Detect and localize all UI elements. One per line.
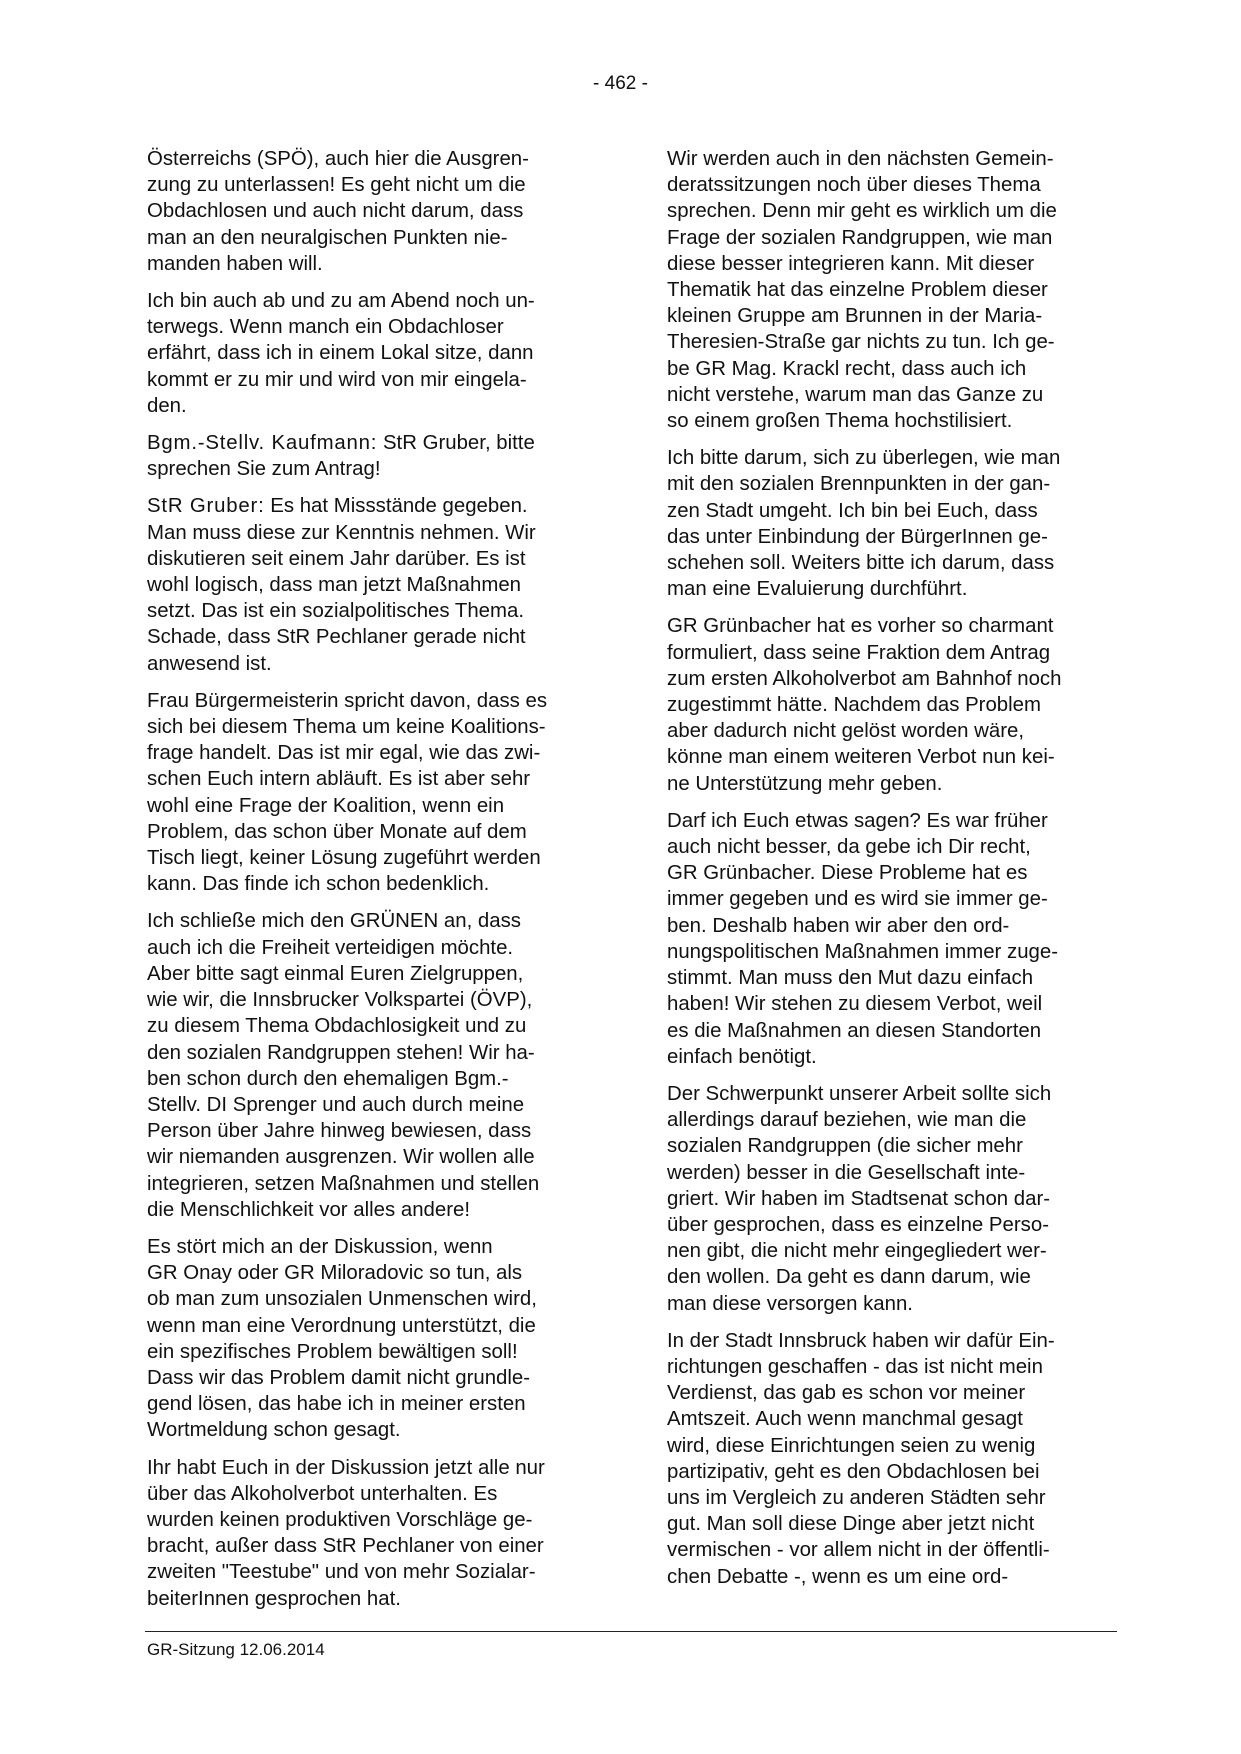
- text-line: [147, 1066, 597, 1092]
- line-text: GR Onay oder GR Miloradovic so tun, als: [147, 1262, 523, 1285]
- text-line: [147, 1171, 597, 1197]
- line-text: sprechen Sie zum Antrag!: [147, 458, 381, 481]
- text-line: [667, 1380, 1119, 1406]
- line-text: ne Unterstützung mehr geben.: [667, 772, 943, 795]
- line-text: allerdings darauf beziehen, wie man die: [667, 1109, 1027, 1132]
- line-text: Wortmeldung schon gesagt.: [147, 1419, 401, 1442]
- text-line: [667, 834, 1119, 860]
- text-line: [147, 520, 597, 546]
- text-line: [667, 1081, 1119, 1107]
- line-text: schehen soll. Weiters bitte ich darum, dass: [667, 552, 1055, 575]
- text-line: [667, 1291, 1119, 1317]
- text-line: [667, 172, 1119, 198]
- text-line: [147, 314, 597, 340]
- line-text: man diese versorgen kann.: [667, 1292, 913, 1315]
- paragraph: [667, 445, 1119, 602]
- line-text: zugestimmt hätte. Nachdem das Problem: [667, 694, 1041, 717]
- line-text: ben. Deshalb haben wir aber den ord-: [667, 914, 1010, 937]
- line-text: aber dadurch nicht gelöst worden wäre,: [667, 720, 1025, 743]
- text-line: [147, 1118, 597, 1144]
- text-line: [147, 1559, 597, 1585]
- paragraph: [147, 288, 597, 419]
- line-text: auch ich die Freiheit verteidigen möchte.: [147, 936, 514, 959]
- line-text: Problem, das schon über Monate auf dem: [147, 820, 527, 843]
- text-line: [667, 939, 1119, 965]
- line-text: wird, diese Einrichtungen seien zu wenig: [667, 1434, 1036, 1457]
- line-text: Ich bitte darum, sich zu überlegen, wie man: [667, 447, 1061, 470]
- text-line: [147, 288, 597, 314]
- line-text: frage handelt. Das ist mir egal, wie das zwi-: [147, 742, 541, 765]
- line-text: integrieren, setzen Maßnahmen und stellen: [147, 1172, 540, 1195]
- text-line: [667, 886, 1119, 912]
- text-line: [147, 1260, 597, 1286]
- line-text: Ihr habt Euch in der Diskussion jetzt alle nur: [147, 1456, 545, 1479]
- line-text: kommt er zu mir und wird von mir eingela-: [147, 368, 527, 391]
- line-text: Person über Jahre hinweg bewiesen, dass: [147, 1120, 532, 1143]
- line-text: Wir werden auch in den nächsten Gemein-: [667, 148, 1054, 170]
- paragraph: [667, 613, 1119, 796]
- line-text: zweiten "Teestube" und von mehr Sozialar-: [147, 1561, 536, 1584]
- text-line: [147, 1533, 597, 1559]
- line-text: werden) besser in die Gesellschaft inte-: [667, 1161, 1026, 1184]
- text-line: [147, 651, 597, 677]
- text-line: [147, 908, 597, 934]
- line-text: so einem großen Thema hochstilisiert.: [667, 410, 1013, 433]
- text-line: [147, 1507, 597, 1533]
- text-line: [667, 382, 1119, 408]
- paragraph: [147, 493, 597, 676]
- line-text: über gesprochen, dass es einzelne Perso-: [667, 1213, 1049, 1236]
- text-line: [667, 771, 1119, 797]
- text-line: [147, 1417, 597, 1443]
- line-text: nicht verstehe, warum man das Ganze zu: [667, 383, 1044, 406]
- text-line: [147, 172, 597, 198]
- text-line: [667, 744, 1119, 770]
- text-line: [147, 1234, 597, 1260]
- text-line: [667, 1511, 1119, 1537]
- text-line: [667, 913, 1119, 939]
- text-line: [147, 1365, 597, 1391]
- text-line: [667, 860, 1119, 886]
- text-line: [147, 987, 597, 1013]
- line-text: sprechen. Denn mir geht es wirklich um die: [667, 200, 1057, 223]
- text-line: [667, 225, 1119, 251]
- line-text: GR Grünbacher. Diese Probleme hat es: [667, 862, 1028, 885]
- text-line: [147, 393, 597, 419]
- line-text: GR Grünbacher hat es vorher so charmant: [667, 615, 1054, 638]
- footer-session-date: GR-Sitzung 12.06.2014: [147, 1640, 325, 1659]
- line-text: über das Alkoholverbot unterhalten. Es: [147, 1482, 498, 1505]
- paragraph: [667, 146, 1119, 434]
- line-text: manden haben will.: [147, 252, 323, 275]
- text-line: [667, 1537, 1119, 1563]
- line-text: den sozialen Randgruppen stehen! Wir ha-: [147, 1041, 535, 1064]
- line-text: sozialen Randgruppen (die sicher mehr: [667, 1135, 1023, 1158]
- line-text: zen Stadt umgeht. Ich bin bei Euch, dass: [667, 499, 1038, 522]
- line-text: kann. Das finde ich schon bedenklich.: [147, 873, 490, 896]
- line-text: Verdienst, das gab es schon vor meiner: [667, 1382, 1026, 1405]
- line-text: Ich schließe mich den GRÜNEN an, dass: [147, 910, 521, 933]
- text-line: [147, 766, 597, 792]
- text-line: [667, 1107, 1119, 1133]
- text-line: [147, 598, 597, 624]
- text-line: [667, 251, 1119, 277]
- text-line: [147, 1313, 597, 1339]
- line-text: zum ersten Alkoholverbot am Bahnhof noch: [667, 667, 1062, 690]
- text-line: [667, 1433, 1119, 1459]
- line-text: einfach benötigt.: [667, 1045, 817, 1068]
- text-line: [667, 303, 1119, 329]
- line-text: sich bei diesem Thema um keine Koalitions-: [147, 716, 546, 739]
- line-text: zung zu unterlassen! Es geht nicht um die: [147, 174, 526, 197]
- left-column: [147, 146, 597, 1623]
- line-text: haben! Wir stehen zu diesem Verbot, weil: [667, 993, 1043, 1016]
- text-line: [667, 1212, 1119, 1238]
- text-line: [147, 1455, 597, 1481]
- paragraph: [667, 1081, 1119, 1317]
- line-text: StR Gruber, bitte: [377, 432, 535, 455]
- text-line: [147, 367, 597, 393]
- line-text: wie wir, die Innsbrucker Volkspartei (ÖVP),: [147, 989, 533, 1012]
- text-line: [667, 991, 1119, 1017]
- text-line: [667, 965, 1119, 991]
- line-text: die Menschlichkeit vor alles andere!: [147, 1198, 471, 1221]
- text-line: [667, 277, 1119, 303]
- text-line: [667, 524, 1119, 550]
- text-line: [147, 688, 597, 714]
- text-line: [147, 793, 597, 819]
- text-line: [147, 845, 597, 871]
- text-line: [667, 1018, 1119, 1044]
- text-line: [667, 576, 1119, 602]
- line-text: Aber bitte sagt einmal Euren Zielgruppen,: [147, 962, 524, 985]
- line-text: Ich bin auch ab und zu am Abend noch un-: [147, 290, 535, 313]
- line-text: deratssitzungen noch über dieses Thema: [667, 174, 1041, 197]
- paragraph: [147, 1455, 597, 1612]
- text-line: [147, 1586, 597, 1612]
- text-line: [667, 1354, 1119, 1380]
- line-text: richtungen geschaffen - das ist nicht mein: [667, 1355, 1043, 1378]
- text-line: [667, 692, 1119, 718]
- line-text: vermischen - vor allem nicht in der öffentli-: [667, 1539, 1050, 1562]
- text-line: [147, 624, 597, 650]
- line-text: erfährt, dass ich in einem Lokal sitze, dann: [147, 342, 534, 365]
- line-text: Frage der sozialen Randgruppen, wie man: [667, 226, 1053, 249]
- text-line: [147, 1391, 597, 1417]
- text-line: [667, 666, 1119, 692]
- line-text: Thematik hat das einzelne Problem dieser: [667, 279, 1048, 302]
- line-text: man an den neuralgischen Punkten nie-: [147, 226, 508, 249]
- line-text: chen Debatte -, wenn es um eine ord-: [667, 1565, 1009, 1588]
- text-line: [667, 718, 1119, 744]
- text-line: [147, 714, 597, 740]
- line-text: Darf ich Euch etwas sagen? Es war früher: [667, 809, 1048, 832]
- line-text: wenn man eine Verordnung unterstützt, die: [147, 1314, 536, 1337]
- text-line: [667, 640, 1119, 666]
- text-line: [147, 1481, 597, 1507]
- text-line: [147, 819, 597, 845]
- line-text: nungspolitischen Maßnahmen immer zuge-: [667, 940, 1059, 963]
- text-line: [147, 961, 597, 987]
- line-text: wir niemanden ausgrenzen. Wir wollen alle: [147, 1146, 535, 1169]
- paragraph: [147, 688, 597, 898]
- text-line: [147, 456, 597, 482]
- text-line: [667, 356, 1119, 382]
- line-text: Österreichs (SPÖ), auch hier die Ausgren-: [147, 148, 529, 170]
- line-text: beiterInnen gesprochen hat.: [147, 1587, 401, 1610]
- line-text: diese besser integrieren kann. Mit dieser: [667, 252, 1035, 275]
- line-text: Schade, dass StR Pechlaner gerade nicht: [147, 626, 526, 649]
- line-text: es die Maßnahmen an diesen Standorten: [667, 1019, 1042, 1042]
- text-line: [667, 1044, 1119, 1070]
- line-text: Frau Bürgermeisterin spricht davon, dass es: [147, 689, 548, 712]
- text-line: [667, 498, 1119, 524]
- line-text: be GR Mag. Krackl recht, dass auch ich: [667, 357, 1027, 380]
- text-line: [667, 329, 1119, 355]
- line-text: auch nicht besser, da gebe ich Dir recht,: [667, 836, 1031, 859]
- text-line: [147, 1286, 597, 1312]
- line-text: stimmt. Man muss den Mut dazu einfach: [667, 967, 1034, 990]
- text-line: [667, 1328, 1119, 1354]
- text-line: [147, 935, 597, 961]
- paragraph: [147, 430, 597, 482]
- text-line: [667, 1238, 1119, 1264]
- line-text: ein spezifisches Problem bewältigen soll!: [147, 1340, 518, 1363]
- text-line: [667, 613, 1119, 639]
- text-line: [147, 871, 597, 897]
- line-text: setzt. Das ist ein sozialpolitisches Thema.: [147, 600, 525, 623]
- text-line: [667, 1564, 1119, 1590]
- line-text: Theresien-Straße gar nichts zu tun. Ich ge-: [667, 331, 1055, 354]
- line-text: wurden keinen produktiven Vorschläge ge-: [147, 1508, 533, 1531]
- paragraph: [147, 146, 597, 277]
- paragraph: [667, 1328, 1119, 1590]
- line-text: zu diesem Thema Obdachlosigkeit und zu: [147, 1015, 527, 1038]
- text-line: [147, 1040, 597, 1066]
- text-line: [147, 1092, 597, 1118]
- line-text: terwegs. Wenn manch ein Obdachloser: [147, 316, 504, 339]
- text-line: [147, 1339, 597, 1365]
- line-text: nen gibt, die nicht mehr eingegliedert wer-: [667, 1240, 1047, 1263]
- page-number: - 462 -: [593, 73, 648, 94]
- line-text: Man muss diese zur Kenntnis nehmen. Wir: [147, 521, 536, 544]
- text-line: [667, 1264, 1119, 1290]
- text-line: [667, 146, 1119, 172]
- line-text: den.: [147, 394, 187, 417]
- text-line: [667, 445, 1119, 471]
- right-column: [667, 146, 1119, 1601]
- line-text: Es hat Missstände gegeben.: [264, 495, 528, 518]
- line-text: bracht, außer dass StR Pechlaner von einer: [147, 1535, 544, 1558]
- paragraph: [147, 908, 597, 1222]
- text-line: [667, 1406, 1119, 1432]
- speaker-name: Bgm.-Stellv. Kaufmann:: [147, 432, 378, 455]
- text-line: [667, 198, 1119, 224]
- line-text: gend lösen, das habe ich in meiner ersten: [147, 1393, 526, 1416]
- text-line: [667, 1485, 1119, 1511]
- text-line: [147, 1144, 597, 1170]
- text-line: [667, 1133, 1119, 1159]
- line-text: könne man einem weiteren Verbot nun kei-: [667, 746, 1055, 769]
- line-text: In der Stadt Innsbruck haben wir dafür Ein-: [667, 1329, 1055, 1352]
- text-line: [147, 225, 597, 251]
- text-line: [147, 1197, 597, 1223]
- text-line: [667, 808, 1119, 834]
- paragraph: [667, 808, 1119, 1070]
- text-line: [147, 146, 597, 172]
- line-text: kleinen Gruppe am Brunnen in der Maria-: [667, 305, 1043, 328]
- line-text: ob man zum unsozialen Unmenschen wird,: [147, 1288, 537, 1311]
- line-text: wohl eine Frage der Koalition, wenn ein: [147, 794, 505, 817]
- text-line: [667, 550, 1119, 576]
- text-line: [667, 408, 1119, 434]
- text-line: [147, 493, 597, 519]
- text-line: [147, 251, 597, 277]
- line-text: Dass wir das Problem damit nicht grundle-: [147, 1366, 531, 1389]
- line-text: ben schon durch den ehemaligen Bgm.-: [147, 1067, 509, 1090]
- line-text: griert. Wir haben im Stadtsenat schon dar-: [667, 1187, 1051, 1210]
- line-text: wohl logisch, dass man jetzt Maßnahmen: [147, 574, 522, 597]
- line-text: den wollen. Da geht es dann darum, wie: [667, 1266, 1031, 1289]
- line-text: anwesend ist.: [147, 652, 272, 675]
- line-text: diskutieren seit einem Jahr darüber. Es ist: [147, 547, 526, 570]
- text-line: [147, 546, 597, 572]
- text-line: [147, 740, 597, 766]
- line-text: formuliert, dass seine Fraktion dem Antrag: [667, 641, 1051, 664]
- text-line: [147, 430, 597, 456]
- line-text: das unter Einbindung der BürgerInnen ge-: [667, 525, 1048, 548]
- text-line: [147, 340, 597, 366]
- line-text: man eine Evaluierung durchführt.: [667, 578, 968, 601]
- line-text: Der Schwerpunkt unserer Arbeit sollte sich: [667, 1082, 1052, 1105]
- line-text: Stellv. DI Sprenger und auch durch meine: [147, 1093, 525, 1116]
- line-text: immer gegeben und es wird sie immer ge-: [667, 888, 1048, 911]
- line-text: mit den sozialen Brennpunkten in der gan-: [667, 473, 1051, 496]
- text-line: [667, 1160, 1119, 1186]
- line-text: partizipativ, geht es den Obdachlosen bei: [667, 1460, 1040, 1483]
- text-line: [147, 1013, 597, 1039]
- line-text: Es stört mich an der Diskussion, wenn: [147, 1235, 493, 1258]
- line-text: schen Euch intern abläuft. Es ist aber sehr: [147, 768, 531, 791]
- footer-divider: [145, 1631, 1117, 1632]
- text-line: [147, 198, 597, 224]
- line-text: uns im Vergleich zu anderen Städten sehr: [667, 1486, 1046, 1509]
- text-line: [667, 471, 1119, 497]
- text-line: [667, 1186, 1119, 1212]
- line-text: Obdachlosen und auch nicht darum, dass: [147, 200, 524, 223]
- text-line: [147, 572, 597, 598]
- line-text: gut. Man soll diese Dinge aber jetzt nicht: [667, 1513, 1035, 1536]
- paragraph: [147, 1234, 597, 1444]
- speaker-name: StR Gruber:: [147, 495, 265, 518]
- line-text: Tisch liegt, keiner Lösung zugeführt werden: [147, 847, 541, 870]
- text-line: [667, 1459, 1119, 1485]
- line-text: Amtszeit. Auch wenn manchmal gesagt: [667, 1408, 1023, 1431]
